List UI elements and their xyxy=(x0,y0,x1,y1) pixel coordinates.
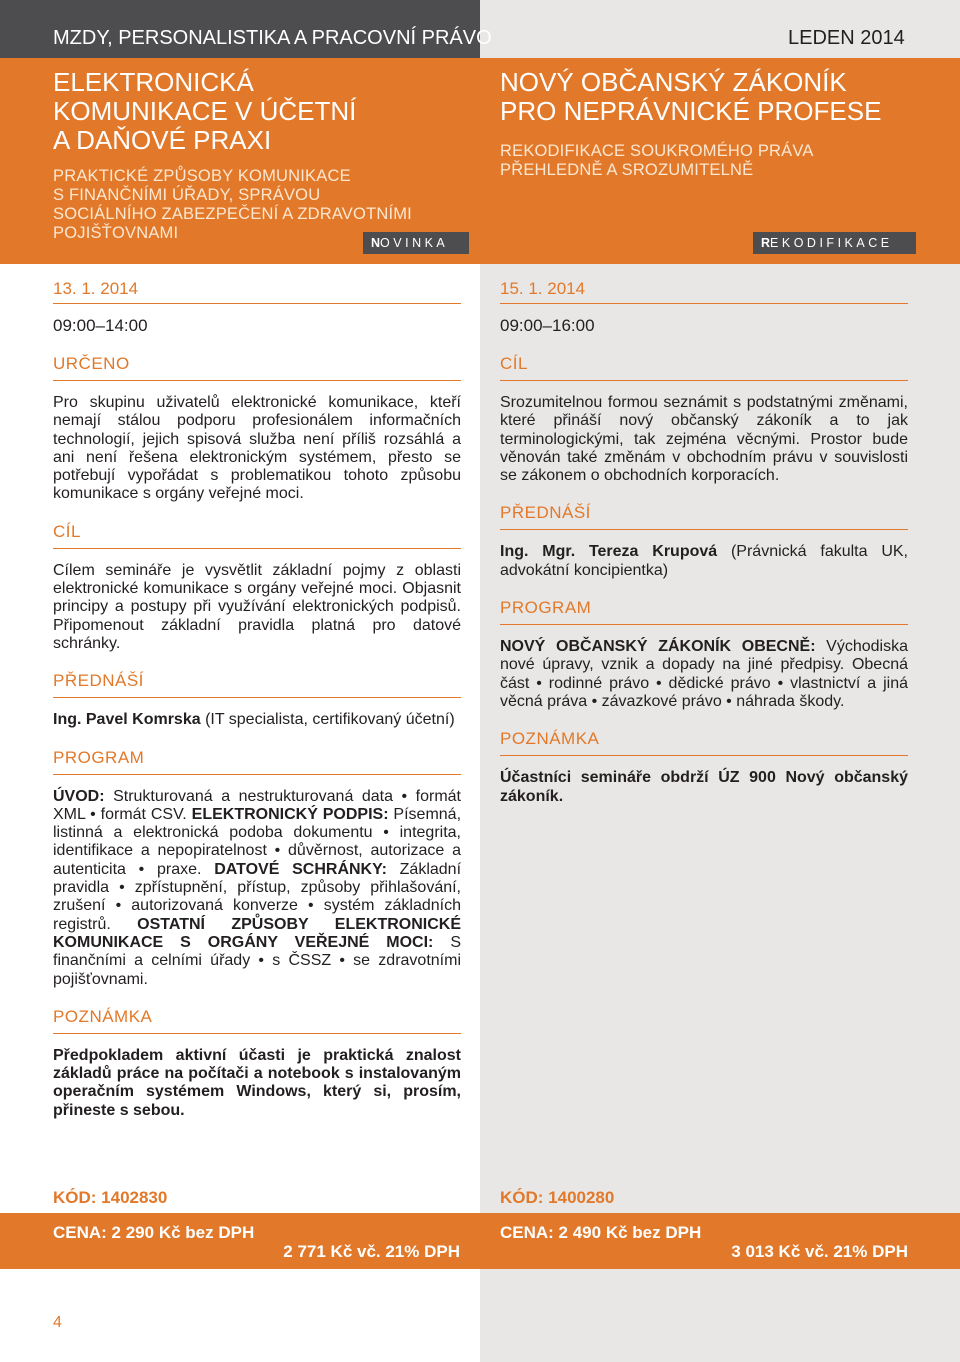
body-text: Strukturovaná a nestrukturovaná data • formát XML • formát CSV. xyxy=(53,787,461,823)
body-text: S finančními a celními úřady • s ČSSZ • se zdravotními pojišťovnami. xyxy=(53,933,462,988)
emphasis-text: ELEKTRONICKÝ PODPIS: xyxy=(191,805,389,823)
section-text xyxy=(53,711,461,729)
novinka-badge: NOVINKA xyxy=(363,232,469,254)
body-text: Cílem semináře je vysvětlit základní pojmy z oblasti elektronické komunikace s orgány veřejné moci. Objasnit principy a postupy při využívání elektronických podpisů. Připomenout základní pravidla platná pro datové schránky. xyxy=(53,561,461,652)
price-bar-right xyxy=(480,1213,960,1269)
section-heading: CÍL xyxy=(500,354,908,381)
section-heading: PŘEDNÁŠÍ xyxy=(500,503,908,530)
emphasis-text: Ing. Mgr. Tereza Krupová xyxy=(500,543,718,561)
issue-date: LEDEN 2014 xyxy=(788,27,905,49)
body-text: Srozumitelnou formou seznámit s podstatnými změnami, které přináší nový občanský zákoník a to jak terminologickými, tak zejména věcnými. Prostor bude věnován také změnám v obchodním právu v souvislosti se zákonem o obchodních korporacích. xyxy=(500,394,908,485)
price-incl-vat: 3 013 Kč vč. 21% DPH xyxy=(731,1242,908,1261)
body-text: (IT specialista, certifikovaný účetní) xyxy=(200,711,455,729)
emphasis-text: DATOVÉ SCHRÁNKY: xyxy=(214,860,387,878)
section-text xyxy=(500,394,908,485)
section-heading: CÍL xyxy=(53,522,461,549)
course-title: ELEKTRONICKÁ KOMUNIKACE V ÚČETNÍ A DAŇOVÉ PRAXI xyxy=(53,67,357,155)
price-excl-vat: CENA: 2 490 Kč bez DPH xyxy=(500,1223,702,1242)
course-subtitle: REKODIFIKACE SOUKROMÉHO PRÁVA PŘEHLEDNĚ A SROZUMITELNĚ xyxy=(500,142,814,179)
course-code: KÓD: 1400280 xyxy=(500,1188,908,1215)
body-text: Pro skupinu uživatelů elektronické komunikace, kteří nemají stálou podporu profesionálem informačních technologií, jejich spisová služba není příliš rozsáhlá a ani není řešena elektronickým systémem, přesto se potřebují vypořádat s problematikou tohoto způsobu komunikace s orgány veřejné moci. xyxy=(53,394,461,503)
price-bar-left xyxy=(0,1213,480,1269)
emphasis-text: ÚVOD: xyxy=(53,787,105,805)
price-incl-vat: 2 771 Kč vč. 21% DPH xyxy=(283,1242,460,1261)
course-title: NOVÝ OBČANSKÝ ZÁKONÍK PRO NEPRÁVNICKÉ PROFESE xyxy=(500,67,882,126)
emphasis-text: NOVÝ OBČANSKÝ ZÁKONÍK OBECNĚ: xyxy=(500,638,816,656)
emphasis-text: Předpokladem aktivní účasti je praktická znalost základů práce na počítači a notebook s instalovaným operačním systémem Windows, který si, prosím, přineste s sebou. xyxy=(53,1046,461,1119)
section-text xyxy=(53,394,461,504)
course-subtitle: PRAKTICKÉ ZPŮSOBY KOMUNIKACE S FINANČNÍMI ÚŘADY, SPRÁVOU SOCIÁLNÍHO ZABEZPEČENÍ A ZDRAVOTNÍMI POJIŠŤOVNAMI xyxy=(53,167,412,242)
section-heading: POZNÁMKA xyxy=(500,729,908,756)
page-number: 4 xyxy=(53,1314,62,1331)
course-code: KÓD: 1402830 xyxy=(53,1188,461,1215)
section-heading: POZNÁMKA xyxy=(53,1007,461,1034)
course-sections xyxy=(500,354,908,806)
emphasis-text: OSTATNÍ ZPŮSOBY ELEKTRONICKÉ KOMUNIKACE S ORGÁNY VEŘEJNÉ MOCI: xyxy=(53,915,461,951)
section-text xyxy=(53,1047,461,1120)
body-text: Východiska nové úpravy, vznik a dopady na jiné předpisy. Obecná část • rodinné právo • dědické právo • vlastnictví a jiná věcná práva • závazkové právo • náhrada škody. xyxy=(500,638,909,710)
section-text xyxy=(53,562,461,653)
emphasis-text: Ing. Pavel Komrska xyxy=(53,711,201,729)
section-heading: PROGRAM xyxy=(53,748,461,775)
course-date: 15. 1. 2014 xyxy=(500,275,908,304)
section-heading: PŘEDNÁŠÍ xyxy=(53,671,461,698)
course-details-right xyxy=(500,275,908,806)
section-text xyxy=(500,638,908,711)
course-time: 09:00–16:00 xyxy=(500,316,595,335)
body-text: Písemná, listinná a elektronická podoba dokumentu • integrita, identifikace a nepopiratelnost • důvěrnost, autorizace a autenticita • praxe. xyxy=(53,805,462,878)
section-heading: PROGRAM xyxy=(500,598,908,625)
course-sections xyxy=(53,354,461,1120)
rekodifikace-badge: REKODIFIKACE xyxy=(753,232,916,254)
emphasis-text: Účastníci semináře obdrží ÚZ 900 Nový občanský zákoník. xyxy=(500,769,908,805)
price-excl-vat: CENA: 2 290 Kč bez DPH xyxy=(53,1223,255,1242)
section-text xyxy=(500,543,908,580)
section-title: MZDY, PERSONALISTIKA A PRACOVNÍ PRÁVO xyxy=(53,27,492,49)
course-date: 13. 1. 2014 xyxy=(53,275,461,304)
course-time: 09:00–14:00 xyxy=(53,316,148,335)
course-details-left xyxy=(53,275,461,1120)
section-text xyxy=(53,788,461,989)
section-heading: URČENO xyxy=(53,354,461,381)
section-text xyxy=(500,769,908,806)
body-text: Základní pravidla • zpřístupnění, přístup, způsoby přihlašování, zrušení • autorizovaná konverze • systém základních registrů. xyxy=(53,860,462,933)
body-text: (Právnická fakulta UK, advokátní koncipientka) xyxy=(500,543,908,579)
